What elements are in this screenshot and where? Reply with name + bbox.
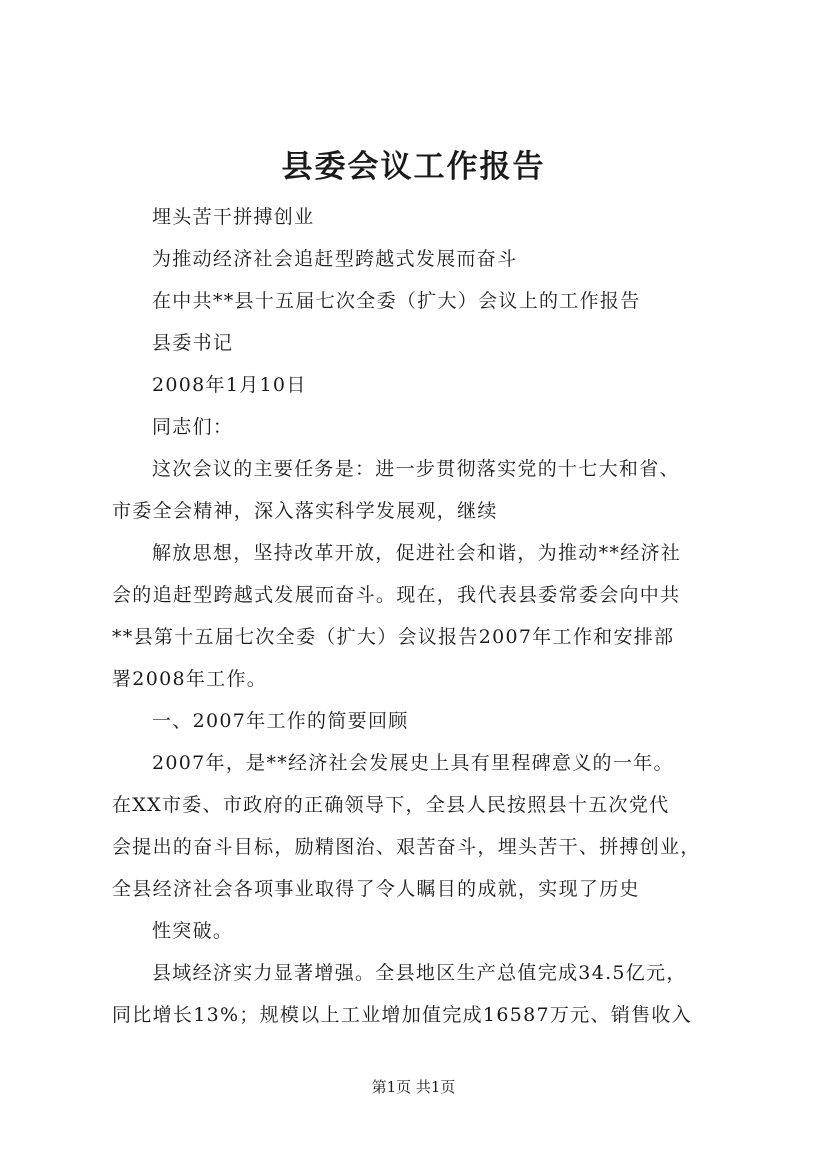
- body-line: 解放思想，坚持改革开放，促进社会和谐，为推动**经济社: [152, 542, 682, 564]
- body-line: 县委书记: [152, 332, 234, 354]
- body-line: 全县经济社会各项事业取得了令人瞩目的成就，实现了历史: [112, 878, 640, 900]
- body-line: 2008年1月10日: [152, 374, 307, 396]
- body-line: 会提出的奋斗目标，励精图治、艰苦奋斗，埋头苦干、拼搏创业，: [112, 836, 701, 858]
- body-line: 会的追赶型跨越式发展而奋斗。现在，我代表县委常委会向中共: [112, 584, 681, 606]
- body-line: 为推动经济社会追赶型跨越式发展而奋斗: [152, 248, 518, 270]
- body-line: 署2008年工作。: [112, 668, 268, 690]
- body-line: 在XX市委、市政府的正确领导下，全县人民按照县十五次党代: [112, 794, 670, 816]
- body-line: 性突破。: [152, 920, 234, 942]
- body-line: 一、2007年工作的简要回顾: [152, 710, 409, 732]
- body-line: 这次会议的主要任务是：进一步贯彻落实党的十七大和省、: [152, 458, 680, 480]
- page-number-label: 第1页 共1页: [371, 1078, 456, 1096]
- page-footer: [0, 1076, 827, 1098]
- body-line: 同比增长13%；规模以上工业增加值完成16587万元、销售收入: [112, 1004, 692, 1026]
- document-body: [112, 196, 752, 1036]
- body-line: 在中共**县十五届七次全委（扩大）会议上的工作报告: [152, 290, 641, 312]
- body-line: 2007年，是**经济社会发展史上具有里程碑意义的一年。: [152, 752, 674, 774]
- body-line: **县第十五届七次全委（扩大）会议报告2007年工作和安排部: [112, 626, 675, 648]
- body-line: 埋头苦干拼搏创业: [152, 206, 315, 228]
- body-line: 市委全会精神，深入落实科学发展观，继续: [112, 500, 498, 522]
- document-title: 县委会议工作报告: [281, 149, 546, 185]
- body-line: 县域经济实力显著增强。全县地区生产总值完成34.5亿元，: [152, 962, 687, 984]
- body-line: 同志们：: [152, 416, 234, 438]
